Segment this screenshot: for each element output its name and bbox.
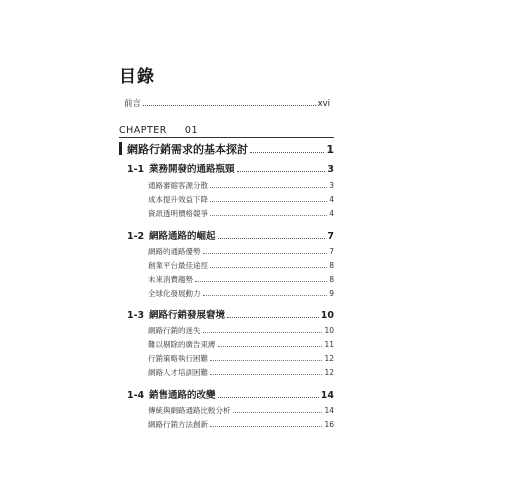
subsection-page: 7 (329, 247, 334, 256)
preface-page: xvi (317, 99, 330, 109)
section-number: 1-4 (127, 390, 145, 401)
dot-leader (210, 215, 327, 216)
dot-leader (203, 332, 323, 333)
section-number: 1-2 (127, 231, 145, 242)
dot-leader (233, 412, 323, 413)
subsection-page: 3 (329, 181, 334, 190)
subsection-title: 成本提升效益下降 (148, 195, 208, 204)
toc-subsection-entry[interactable] (148, 246, 334, 257)
preface-label: 前言 (124, 99, 142, 109)
dot-leader (210, 201, 327, 202)
subsection-title: 網路的通路優勢 (148, 247, 201, 256)
chapter-word: CHAPTER (119, 125, 167, 136)
subsection-page: 4 (329, 195, 334, 204)
subsection-title: 難以剔除的廣告束縛 (148, 340, 216, 349)
toc-subsection-entry[interactable] (148, 339, 334, 350)
section-title: 業務開發的通路瓶頸 (149, 164, 235, 175)
dot-leader (210, 360, 322, 361)
toc-subsection-entry[interactable] (148, 325, 334, 336)
dot-leader (210, 187, 327, 188)
toc-subsection-entry[interactable] (148, 367, 334, 378)
subsection-title: 網路行銷的迷失 (148, 326, 201, 335)
section-page: 7 (327, 231, 334, 242)
dot-leader (218, 346, 323, 347)
section-title: 網路通路的崛起 (149, 231, 216, 242)
section-page: 14 (320, 390, 334, 401)
subsection-page: 10 (324, 326, 334, 335)
toc-preface-entry[interactable] (124, 97, 330, 109)
subsection-title: 通路審縮客源分散 (148, 181, 208, 190)
toc-subsection-entry[interactable] (148, 419, 334, 430)
chapter-title: 網路行銷需求的基本探討 (127, 143, 248, 156)
section-page: 10 (320, 310, 334, 321)
chapter-marker-bar (119, 142, 122, 155)
toc-subsection-entry[interactable] (148, 260, 334, 271)
subsection-page: 9 (329, 289, 334, 298)
toc-subsection-entry[interactable] (148, 274, 334, 285)
toc-section-entry[interactable] (127, 228, 334, 242)
subsection-page: 11 (324, 340, 334, 349)
chapter-number: 01 (184, 125, 199, 136)
dot-leader (218, 397, 319, 398)
subsection-title: 網路行銷方法創新 (148, 420, 208, 429)
toc-section-entry[interactable] (127, 387, 334, 401)
dot-leader (203, 295, 328, 296)
dot-leader (143, 105, 316, 106)
dot-leader (210, 267, 327, 268)
dot-leader (195, 281, 327, 282)
toc-subsection-entry[interactable] (148, 180, 334, 191)
subsection-page: 12 (324, 354, 334, 363)
dot-leader (210, 426, 322, 427)
toc-subsection-entry[interactable] (148, 208, 334, 219)
section-title: 銷售通路的改變 (149, 390, 216, 401)
subsection-title: 全球化發展動力 (148, 289, 201, 298)
subsection-title: 未來消費趨勢 (148, 275, 193, 284)
toc-chapter-entry[interactable] (127, 141, 334, 157)
chapter-page: 1 (326, 143, 334, 156)
subsection-title: 網路人才培訓困難 (148, 368, 208, 377)
subsection-title: 資訊透明價格競爭 (148, 209, 208, 218)
dot-leader (203, 253, 328, 254)
dot-leader (237, 171, 326, 172)
toc-subsection-entry[interactable] (148, 194, 334, 205)
section-number: 1-3 (127, 310, 145, 321)
subsection-title: 行銷策略執行困難 (148, 354, 208, 363)
toc-subsection-entry[interactable] (148, 405, 334, 416)
dot-leader (227, 317, 319, 318)
subsection-page: 16 (324, 420, 334, 429)
page-title: 目錄 (119, 67, 155, 87)
chapter-label (119, 125, 198, 136)
dot-leader (210, 374, 322, 375)
toc-subsection-entry[interactable] (148, 288, 334, 299)
section-title: 網路行銷發展窘境 (149, 310, 226, 321)
subsection-page: 8 (329, 275, 334, 284)
section-page: 3 (327, 164, 334, 175)
dot-leader (250, 152, 324, 153)
subsection-page: 4 (329, 209, 334, 218)
chapter-divider (119, 137, 334, 138)
subsection-title: 傳統與網路通路比較分析 (148, 406, 231, 415)
dot-leader (218, 238, 326, 239)
toc-section-entry[interactable] (127, 161, 334, 175)
toc-subsection-entry[interactable] (148, 353, 334, 364)
subsection-title: 創業平台最佳途徑 (148, 261, 208, 270)
section-number: 1-1 (127, 164, 145, 175)
subsection-page: 14 (324, 406, 334, 415)
subsection-page: 8 (329, 261, 334, 270)
toc-section-entry[interactable] (127, 307, 334, 321)
subsection-page: 12 (324, 368, 334, 377)
